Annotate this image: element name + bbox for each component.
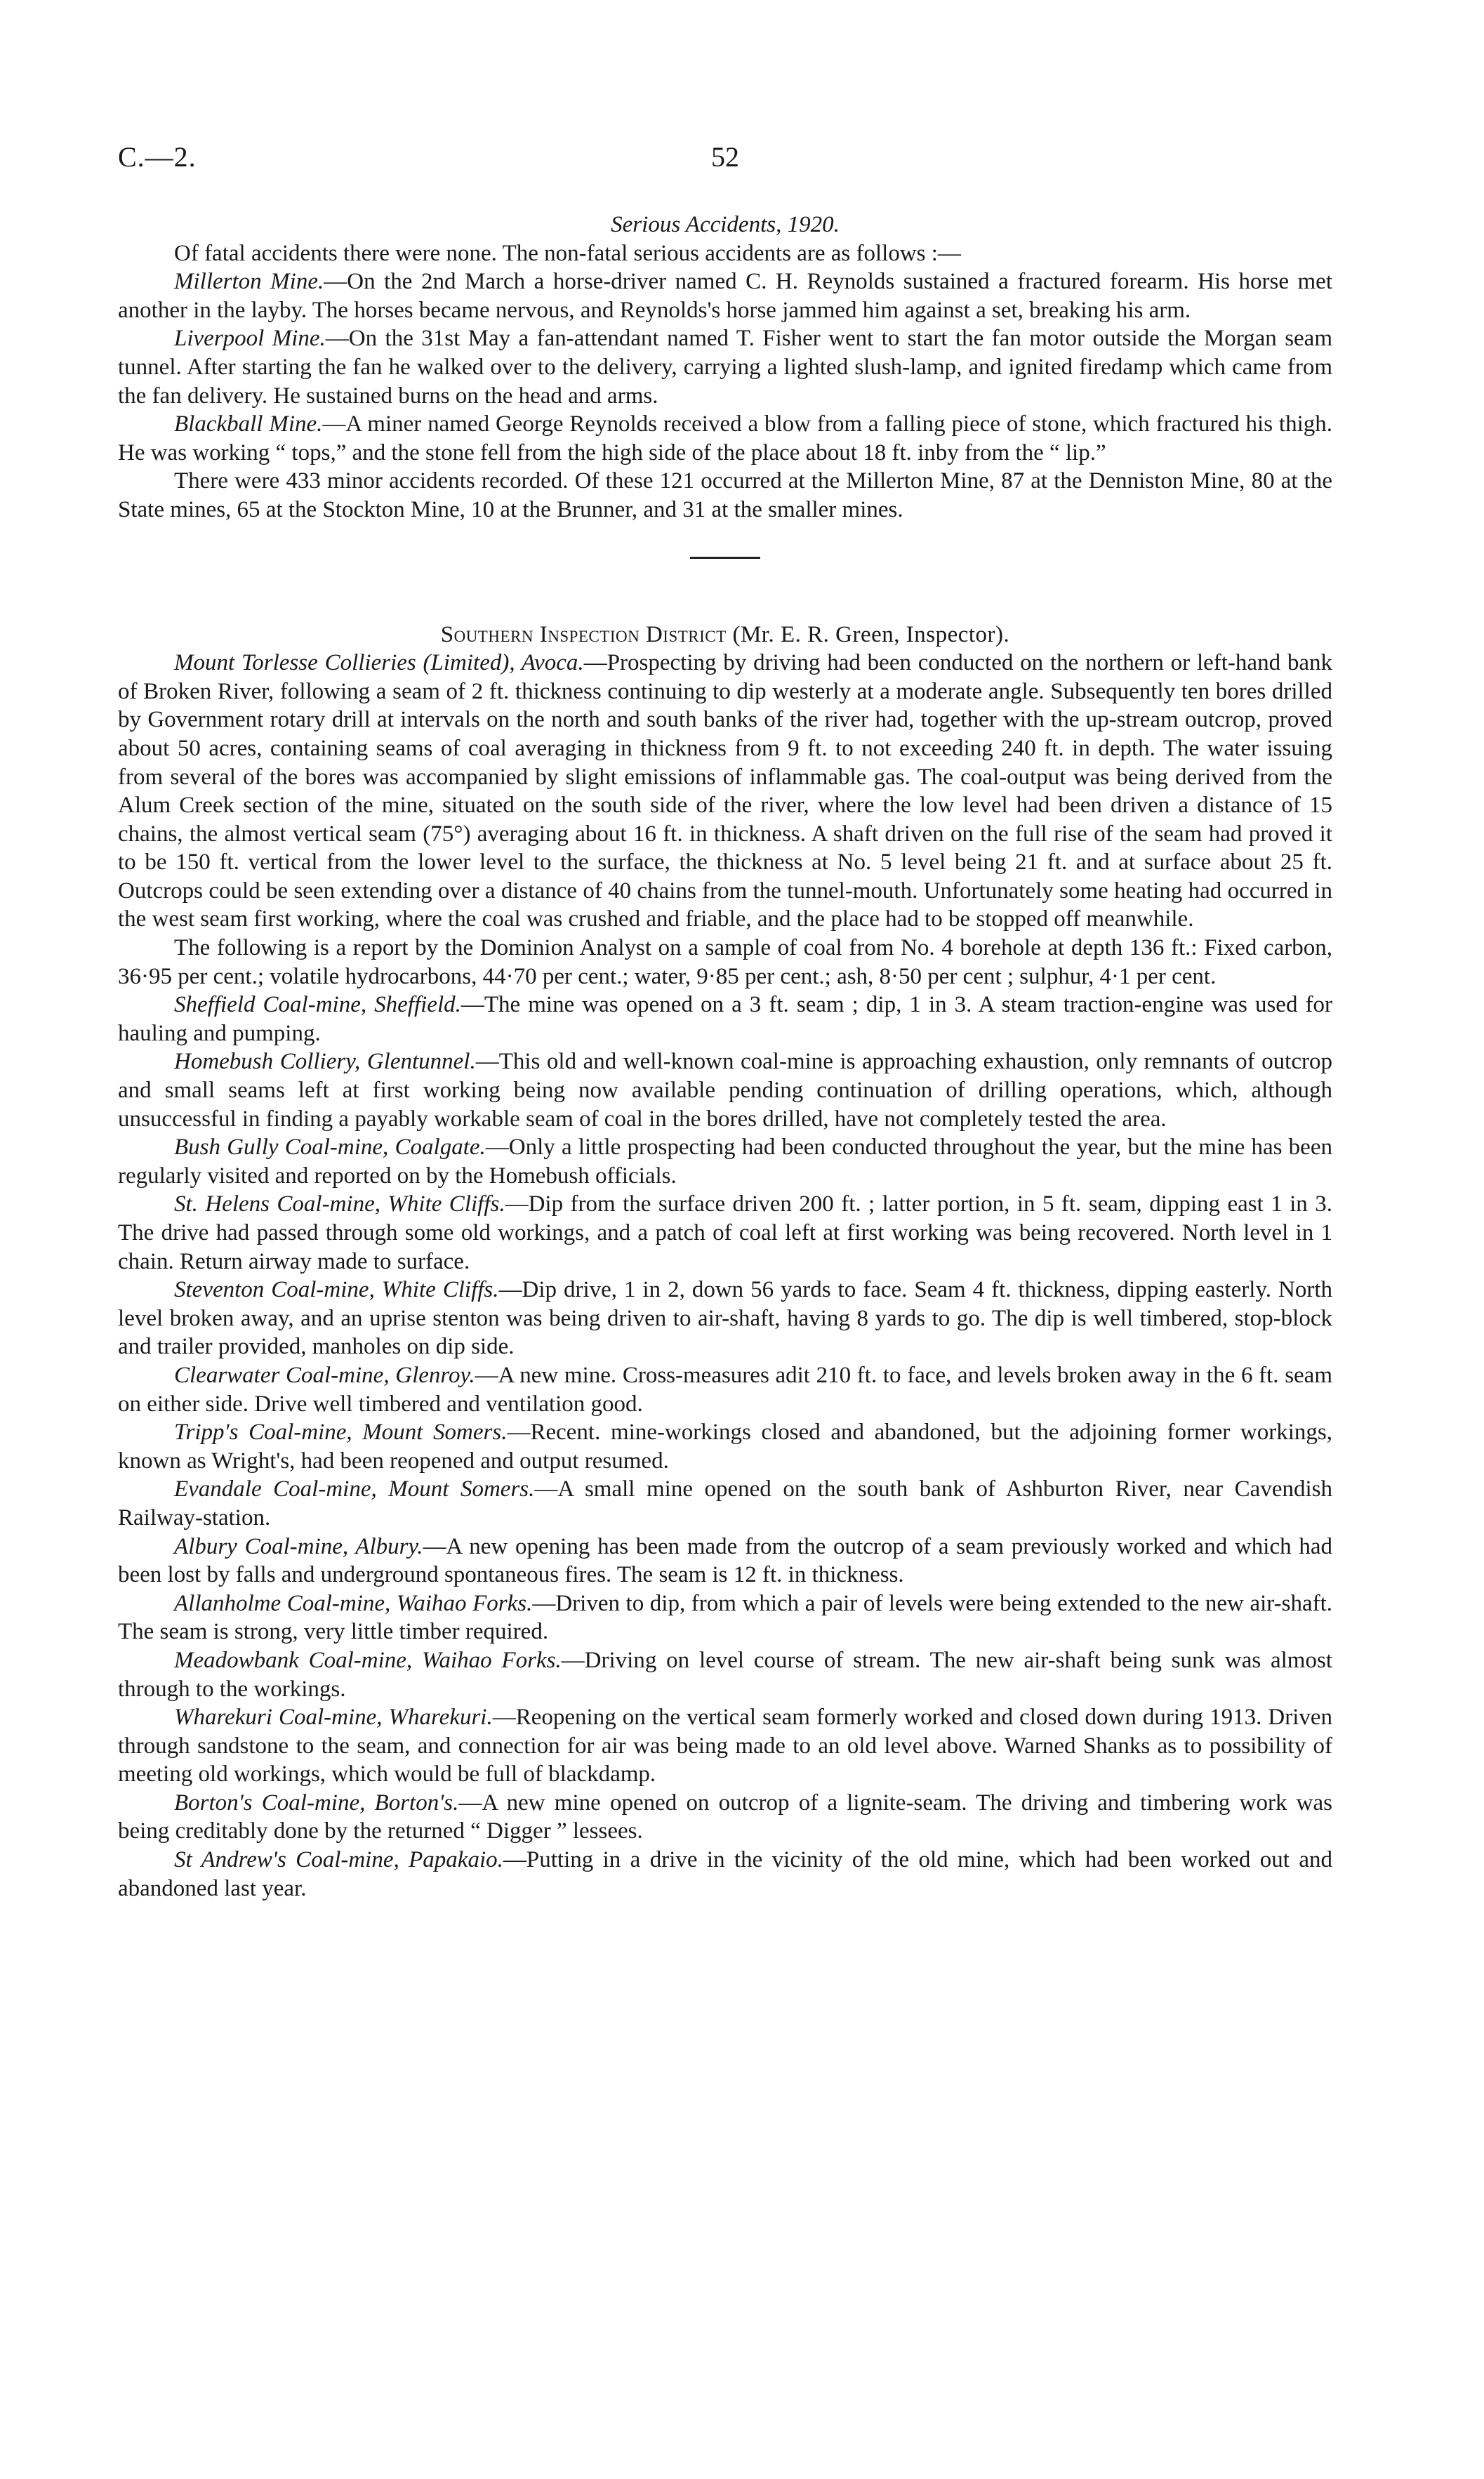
page-header (118, 140, 1332, 183)
entry-text: —Putting in a drive in the vicinity of the old mine, which had been worked out and abandoned last year. (118, 1847, 1332, 1901)
entry-text: —A new opening has been made from the outcrop of a seam previously worked and which had been lost by falls and underground spontaneous fires. The seam is 12 ft. in thickness. (118, 1533, 1332, 1588)
page-number: 52 (711, 141, 739, 173)
entry-text: —A miner named George Reynolds received a blow from a falling piece of stone, which fractured his thigh. He was working “ tops,” and the stone fell from the high side of the place about 18 ft. inby from the “ lip.” (118, 411, 1332, 465)
analyst-report (118, 934, 1332, 991)
mine-name: Meadowbank Coal-mine, Waihao Forks. (174, 1647, 562, 1673)
entry-text: —Only a little prospecting had been conducted throughout the year, but the mine has been regularly visited and reported on by the Homebush officials. (118, 1135, 1332, 1189)
accidents-intro: Of fatal accidents there were none. The non-fatal serious accidents are as follows :— (174, 240, 961, 266)
entry-text: The following is a report by the Dominion Analyst on a sample of coal from No. 4 borehole at depth 136 ft.: Fixed carbon, 36·95 per cent.; volatile hydrocarbons, 44·70 per cent.; water, 9·85 per cent.; ash, 8·50 per cent ; sulphur, 4·1 per cent. (118, 935, 1332, 989)
entry-text: —Reopening on the vertical seam formerly worked and closed down during 1913. Driven through sandstone to the seam, and connection for air was being made to an old level above. Warned Shanks as to possibility of meeting old workings, which would be full of blackdamp. (118, 1705, 1333, 1787)
mine-name: Clearwater Coal-mine, Glenroy. (174, 1362, 475, 1388)
mine-name: Homebush Colliery, Glentunnel. (174, 1049, 476, 1075)
mine-name: Mount Torlesse Collieries (Limited), Avoca. (174, 650, 584, 676)
mine-name: Millerton Mine. (174, 269, 324, 295)
mine-name: St. Helens Coal-mine, White Cliffs. (174, 1191, 505, 1217)
mine-entry (118, 1475, 1332, 1532)
mine-name: Evandale Coal-mine, Mount Somers. (174, 1476, 535, 1502)
mine-entry (118, 649, 1332, 934)
entry-text: —On the 2nd March a horse-driver named C. H. Reynolds sustained a fractured forearm. His horse met another in the layby. The horses became nervous, and Reynolds's horse jammed him against a set, breaking his arm. (118, 269, 1332, 323)
mine-name: Allanholme Coal-mine, Waihao Forks. (174, 1590, 533, 1616)
entry-text: —A small mine opened on the south bank of Ashburton River, near Cavendish Railway-station. (118, 1476, 1332, 1531)
mine-name: Tripp's Coal-mine, Mount Somers. (174, 1420, 508, 1446)
mine-entry (118, 1846, 1332, 1903)
mine-name: Liverpool Mine. (174, 326, 326, 352)
entry-text: —On the 31st May a fan-attendant named T. Fisher went to start the fan motor outside the Morgan seam tunnel. After starting the fan he walked over to the delivery, carrying a lighted slush-lamp, and ignited firedamp which came from the fan delivery. He sustained burns on the head and arms. (118, 326, 1332, 409)
serious-accidents-heading: Serious Accidents, 1920. (611, 212, 840, 237)
entry-text: —Prospecting by driving had been conducted on the northern or left-hand bank of Broken River, following a seam of 2 ft. thickness continuing to dip westerly at a moderate angle. Subsequently ten bores drilled by Government rotary drill at intervals on the north and south banks of the river had, together with the up-stream outcrop, proved about 50 acres, containing seams of coal averaging in thickness from 9 ft. to not exceeding 240 ft. in depth. The water issuing from several of the bores was accompanied by slight emissions of inflammable gas. The coal-output was being derived from the Alum Creek section of the mine, situated on the south side of the river, where the low level had been driven a distance of 15 chains, the almost vertical seam (75°) averaging about 16 ft. in thickness. A shaft driven on the full rise of the seam had proved it to be 150 ft. vertical from the lower level to the surface, the thickness at No. 5 level being 21 ft. and at surface about 25 ft. Outcrops could be seen extending over a distance of 40 chains from the tunnel-mouth. Unfortunately some heating had occurred in the west seam first working, where the coal was crushed and friable, and the place had to be stopped off meanwhile. (118, 650, 1333, 932)
district-inspector: (Mr. E. R. Green, Inspector). (726, 621, 1010, 647)
mine-name: St Andrew's Coal-mine, Papakaio. (174, 1847, 503, 1873)
mine-name: Sheffield Coal-mine, Sheffield. (174, 992, 461, 1018)
mine-entry (118, 1533, 1332, 1589)
entry-text: —Dip from the surface driven 200 ft. ; latter portion, in 5 ft. seam, dipping east 1 in 3. The drive had passed through some old workings, and a patch of coal left at first working was being recovered. North level in 1 chain. Return airway made to surface. (118, 1191, 1332, 1274)
accident-entry (118, 267, 1332, 324)
southern-district-heading (118, 621, 1332, 649)
mine-entry (118, 1133, 1332, 1190)
entry-text: —A new mine opened on outcrop of a lignite-seam. The driving and timbering work was being creditably done by the returned “ Digger ” lessees. (118, 1790, 1332, 1844)
mine-entry (118, 991, 1332, 1047)
accident-entry (118, 324, 1332, 410)
entry-text: —The mine was opened on a 3 ft. seam ; dip, 1 in 3. A steam traction-engine was used for hauling and pumping. (118, 992, 1332, 1046)
entry-text: —Dip drive, 1 in 2, down 56 yards to face. Seam 4 ft. thickness, dipping easterly. North level broken away, and an uprise stenton was being driven to air-shaft, having 8 yards to go. The dip is well timbered, stop-block and trailer provided, manholes on dip side. (118, 1277, 1333, 1360)
entry-text: —Driving on level course of stream. The new air-shaft being sunk was almost through to the workings. (118, 1647, 1332, 1702)
mine-entry (118, 1418, 1332, 1475)
mine-entry (118, 1190, 1332, 1276)
entry-text: —Recent. mine-workings closed and abandoned, but the adjoining former workings, known as Wright's, had been reopened and output resumed. (118, 1420, 1332, 1474)
mine-name: Blackball Mine. (174, 411, 323, 437)
minor-accidents-paragraph: There were 433 minor accidents recorded. Of these 121 occurred at the Millerton Mine, 87 at the Denniston Mine, 80 at the State mines, 65 at the Stockton Mine, 10 at the Brunner, and 31 at the smaller mines. (118, 468, 1332, 522)
mine-name: Bush Gully Coal-mine, Coalgate. (174, 1135, 486, 1161)
district-title: Southern Inspection District (440, 621, 727, 647)
mine-entry (118, 1361, 1332, 1418)
mine-name: Borton's Coal-mine, Borton's. (174, 1790, 459, 1816)
document-reference: C.—2. (118, 141, 197, 173)
accident-entry (118, 410, 1332, 467)
mine-name: Steventon Coal-mine, White Cliffs. (174, 1277, 499, 1303)
entry-text: —Driven to dip, from which a pair of levels were being extended to the new air-shaft. The seam is strong, very little timber required. (118, 1590, 1333, 1645)
entry-text: —This old and well-known coal-mine is approaching exhaustion, only remnants of outcrop and small seams left at first working being now available pending continuation of drilling operations, which, although unsuccessful in finding a payably workable seam of coal in the bores drilled, have not completely tested the area. (118, 1049, 1332, 1132)
mine-entry (118, 1789, 1332, 1846)
mine-entry (118, 1589, 1332, 1646)
mine-name: Albury Coal-mine, Albury. (174, 1533, 423, 1559)
report-body (118, 211, 1332, 1903)
mine-entry (118, 1276, 1332, 1361)
section-divider (690, 557, 760, 559)
mine-name: Wharekuri Coal-mine, Wharekuri. (174, 1705, 493, 1731)
mine-entry (118, 1646, 1332, 1703)
entry-text: —A new mine. Cross-measures adit 210 ft. to face, and levels broken away in the 6 ft. seam on either side. Drive well timbered and ventilation good. (118, 1362, 1333, 1417)
mine-entry (118, 1703, 1332, 1789)
mine-entry (118, 1047, 1332, 1133)
